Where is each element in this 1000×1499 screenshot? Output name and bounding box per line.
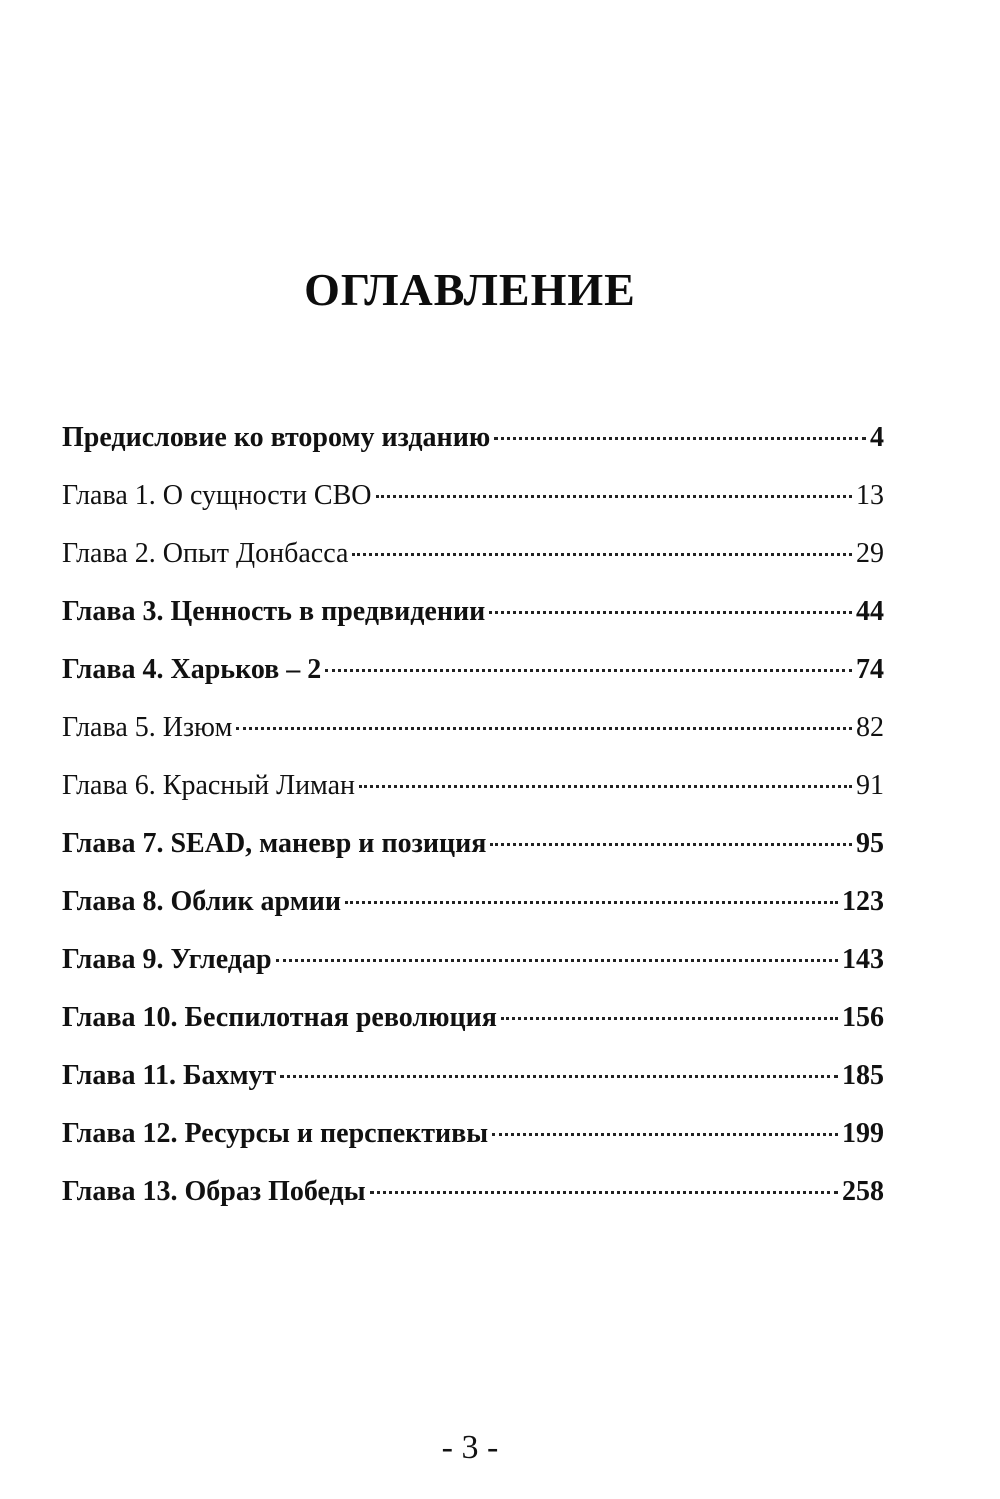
page-number: - 3 - bbox=[441, 1429, 499, 1466]
toc-entry-title: Глава 6. Красный Лиман bbox=[62, 770, 355, 801]
toc-entry-page-number: 82 bbox=[856, 712, 884, 743]
toc-entry-page-number: 95 bbox=[856, 828, 884, 859]
toc-entry-title: Глава 1. О сущности СВО bbox=[62, 480, 372, 511]
toc-dot-leader bbox=[352, 553, 852, 556]
toc-entry bbox=[62, 766, 884, 824]
toc-dot-leader bbox=[490, 843, 852, 846]
toc-entry-title: Глава 3. Ценность в предвидении bbox=[62, 596, 486, 627]
toc-entry-title: Глава 12. Ресурсы и перспективы bbox=[62, 1118, 489, 1149]
toc-entry-page-number: 156 bbox=[842, 1002, 884, 1033]
toc-dot-leader bbox=[345, 901, 838, 904]
toc-entry bbox=[62, 592, 884, 650]
toc-entry bbox=[62, 650, 884, 708]
toc-entry bbox=[62, 476, 884, 534]
toc-entry-page-number: 143 bbox=[842, 944, 884, 975]
toc-entry-page-number: 44 bbox=[856, 596, 884, 627]
toc-entry-page-number: 13 bbox=[856, 480, 884, 511]
toc-entry-title: Глава 4. Харьков – 2 bbox=[62, 654, 322, 685]
toc-entry-title: Глава 7. SEAD, маневр и позиция bbox=[62, 828, 487, 859]
table-of-contents bbox=[62, 418, 884, 1230]
toc-dot-leader bbox=[501, 1017, 838, 1020]
toc-entry-title: Глава 5. Изюм bbox=[62, 712, 233, 743]
toc-dot-leader bbox=[276, 959, 838, 962]
toc-entry bbox=[62, 1114, 884, 1172]
toc-entry-title: Глава 13. Образ Победы bbox=[62, 1176, 366, 1207]
toc-entry bbox=[62, 1172, 884, 1230]
toc-dot-leader bbox=[325, 669, 852, 672]
toc-dot-leader bbox=[236, 727, 852, 730]
toc-entry-page-number: 91 bbox=[856, 770, 884, 801]
toc-entry bbox=[62, 708, 884, 766]
toc-entry bbox=[62, 940, 884, 998]
toc-dot-leader bbox=[376, 495, 852, 498]
toc-entry-page-number: 258 bbox=[842, 1176, 884, 1207]
toc-entry-page-number: 199 bbox=[842, 1118, 884, 1149]
toc-dot-leader bbox=[494, 437, 866, 440]
toc-dot-leader bbox=[370, 1191, 838, 1194]
toc-entry-page-number: 29 bbox=[856, 538, 884, 569]
toc-entry-title: Глава 9. Угледар bbox=[62, 944, 272, 975]
toc-entry-page-number: 74 bbox=[856, 654, 884, 685]
toc-entry-page-number: 185 bbox=[842, 1060, 884, 1091]
toc-dot-leader bbox=[489, 611, 852, 614]
toc-entry-page-number: 4 bbox=[870, 422, 884, 453]
toc-entry bbox=[62, 824, 884, 882]
toc-entry bbox=[62, 998, 884, 1056]
toc-entry-page-number: 123 bbox=[842, 886, 884, 917]
toc-entry-title: Глава 8. Облик армии bbox=[62, 886, 342, 917]
toc-entry-title: Глава 10. Беспилотная революция bbox=[62, 1002, 497, 1033]
toc-entry bbox=[62, 1056, 884, 1114]
toc-entry-title: Глава 11. Бахмут bbox=[62, 1060, 277, 1091]
toc-entry bbox=[62, 418, 884, 476]
page-title: ОГЛАВЛЕНИЕ bbox=[304, 264, 636, 315]
toc-dot-leader bbox=[280, 1075, 838, 1078]
toc-entry bbox=[62, 882, 884, 940]
toc-entry-title: Глава 2. Опыт Донбасса bbox=[62, 538, 349, 569]
toc-entry bbox=[62, 534, 884, 592]
toc-dot-leader bbox=[359, 785, 852, 788]
toc-entry-title: Предисловие ко второму изданию bbox=[62, 422, 491, 453]
toc-dot-leader bbox=[492, 1133, 838, 1136]
